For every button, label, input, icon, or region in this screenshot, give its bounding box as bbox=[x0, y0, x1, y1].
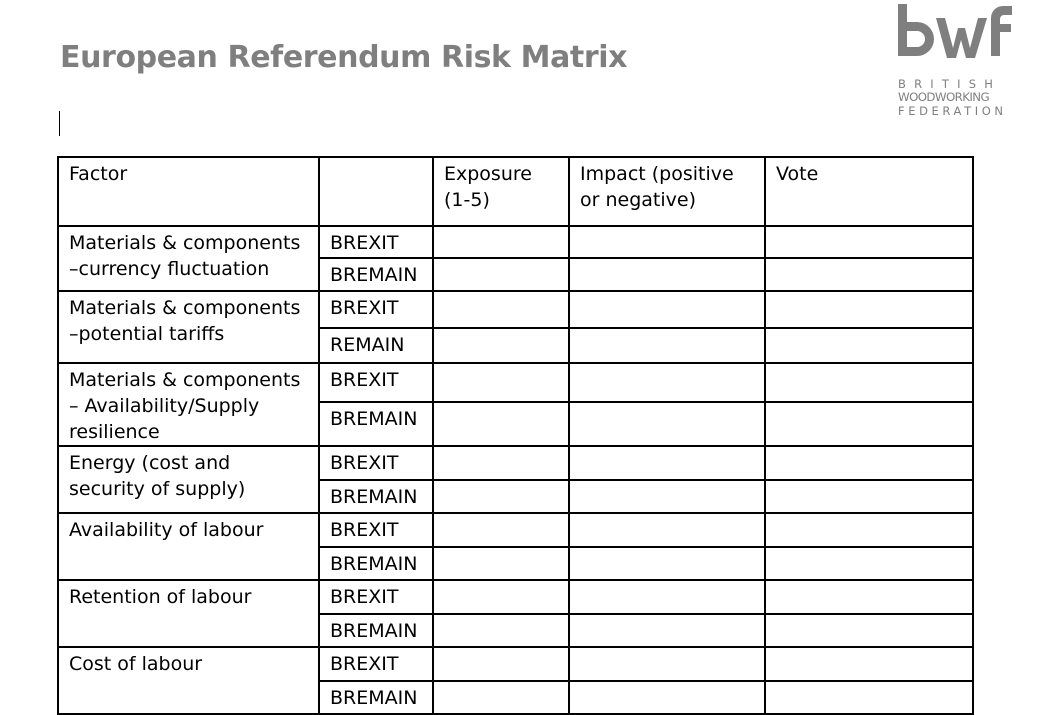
exposure-cell[interactable] bbox=[433, 258, 569, 291]
table-row bbox=[58, 513, 973, 547]
option-cell: BREMAIN bbox=[319, 547, 433, 580]
exposure-cell[interactable] bbox=[433, 446, 569, 480]
factor-cell: Retention of labour bbox=[58, 580, 319, 647]
factor-cell: Materials & components –currency fluctuation bbox=[58, 226, 319, 291]
logo-text-woodworking: WOODWORKING bbox=[898, 90, 990, 104]
vote-cell[interactable] bbox=[765, 681, 973, 714]
factor-cell: Materials & components – Availability/Supply resilience bbox=[58, 363, 319, 446]
exposure-cell[interactable] bbox=[433, 647, 569, 681]
logo-text-federation: FEDERATION bbox=[898, 104, 1007, 118]
vote-cell[interactable] bbox=[765, 446, 973, 480]
option-cell: BREMAIN bbox=[319, 402, 433, 446]
impact-cell[interactable] bbox=[569, 647, 765, 681]
option-cell: BREMAIN bbox=[319, 681, 433, 714]
vote-cell[interactable] bbox=[765, 258, 973, 291]
factor-cell: Cost of labour bbox=[58, 647, 319, 714]
exposure-cell[interactable] bbox=[433, 614, 569, 647]
option-cell: BREMAIN bbox=[319, 258, 433, 291]
table-row bbox=[58, 446, 973, 480]
exposure-cell[interactable] bbox=[433, 480, 569, 513]
option-cell: BREXIT bbox=[319, 580, 433, 614]
exposure-cell[interactable] bbox=[433, 226, 569, 258]
impact-cell[interactable] bbox=[569, 580, 765, 614]
option-cell: BREXIT bbox=[319, 291, 433, 328]
table-row bbox=[58, 291, 973, 328]
header-factor: Factor bbox=[58, 157, 319, 226]
exposure-cell[interactable] bbox=[433, 513, 569, 547]
option-cell: BREMAIN bbox=[319, 614, 433, 647]
header-option bbox=[319, 157, 433, 226]
vote-cell[interactable] bbox=[765, 614, 973, 647]
impact-cell[interactable] bbox=[569, 513, 765, 547]
vote-cell[interactable] bbox=[765, 402, 973, 446]
vote-cell[interactable] bbox=[765, 480, 973, 513]
option-cell: BREXIT bbox=[319, 647, 433, 681]
vote-cell[interactable] bbox=[765, 647, 973, 681]
exposure-cell[interactable] bbox=[433, 402, 569, 446]
page-title: European Referendum Risk Matrix bbox=[60, 40, 628, 75]
option-cell: BREXIT bbox=[319, 446, 433, 480]
vote-cell[interactable] bbox=[765, 513, 973, 547]
impact-cell[interactable] bbox=[569, 480, 765, 513]
header-row bbox=[58, 157, 973, 226]
exposure-cell[interactable] bbox=[433, 547, 569, 580]
table-row bbox=[58, 580, 973, 614]
vote-cell[interactable] bbox=[765, 328, 973, 363]
option-cell: BREXIT bbox=[319, 226, 433, 258]
impact-cell[interactable] bbox=[569, 446, 765, 480]
bwf-logo bbox=[896, 4, 1016, 122]
exposure-cell[interactable] bbox=[433, 681, 569, 714]
exposure-cell[interactable] bbox=[433, 580, 569, 614]
table-row bbox=[58, 226, 973, 258]
vote-cell[interactable] bbox=[765, 226, 973, 258]
factor-cell: Energy (cost and security of supply) bbox=[58, 446, 319, 513]
table-row bbox=[58, 647, 973, 681]
vote-cell[interactable] bbox=[765, 580, 973, 614]
impact-cell[interactable] bbox=[569, 226, 765, 258]
bwf-logo-mark bbox=[898, 4, 1014, 68]
header-vote: Vote bbox=[765, 157, 973, 226]
header-exposure: Exposure (1-5) bbox=[433, 157, 569, 226]
risk-matrix-table bbox=[57, 156, 974, 715]
vote-cell[interactable] bbox=[765, 363, 973, 402]
vote-cell[interactable] bbox=[765, 291, 973, 328]
option-cell: REMAIN bbox=[319, 328, 433, 363]
impact-cell[interactable] bbox=[569, 547, 765, 580]
vote-cell[interactable] bbox=[765, 547, 973, 580]
option-cell: BREXIT bbox=[319, 363, 433, 402]
impact-cell[interactable] bbox=[569, 328, 765, 363]
factor-cell: Materials & components –potential tariffs bbox=[58, 291, 319, 363]
impact-cell[interactable] bbox=[569, 614, 765, 647]
table-row bbox=[58, 363, 973, 402]
factor-cell: Availability of labour bbox=[58, 513, 319, 580]
exposure-cell[interactable] bbox=[433, 363, 569, 402]
header-impact: Impact (positive or negative) bbox=[569, 157, 765, 226]
impact-cell[interactable] bbox=[569, 291, 765, 328]
exposure-cell[interactable] bbox=[433, 328, 569, 363]
logo-text-british: BRITISH bbox=[898, 77, 1002, 91]
impact-cell[interactable] bbox=[569, 402, 765, 446]
option-cell: BREXIT bbox=[319, 513, 433, 547]
impact-cell[interactable] bbox=[569, 363, 765, 402]
impact-cell[interactable] bbox=[569, 681, 765, 714]
impact-cell[interactable] bbox=[569, 258, 765, 291]
text-cursor bbox=[59, 111, 60, 136]
exposure-cell[interactable] bbox=[433, 291, 569, 328]
option-cell: BREMAIN bbox=[319, 480, 433, 513]
